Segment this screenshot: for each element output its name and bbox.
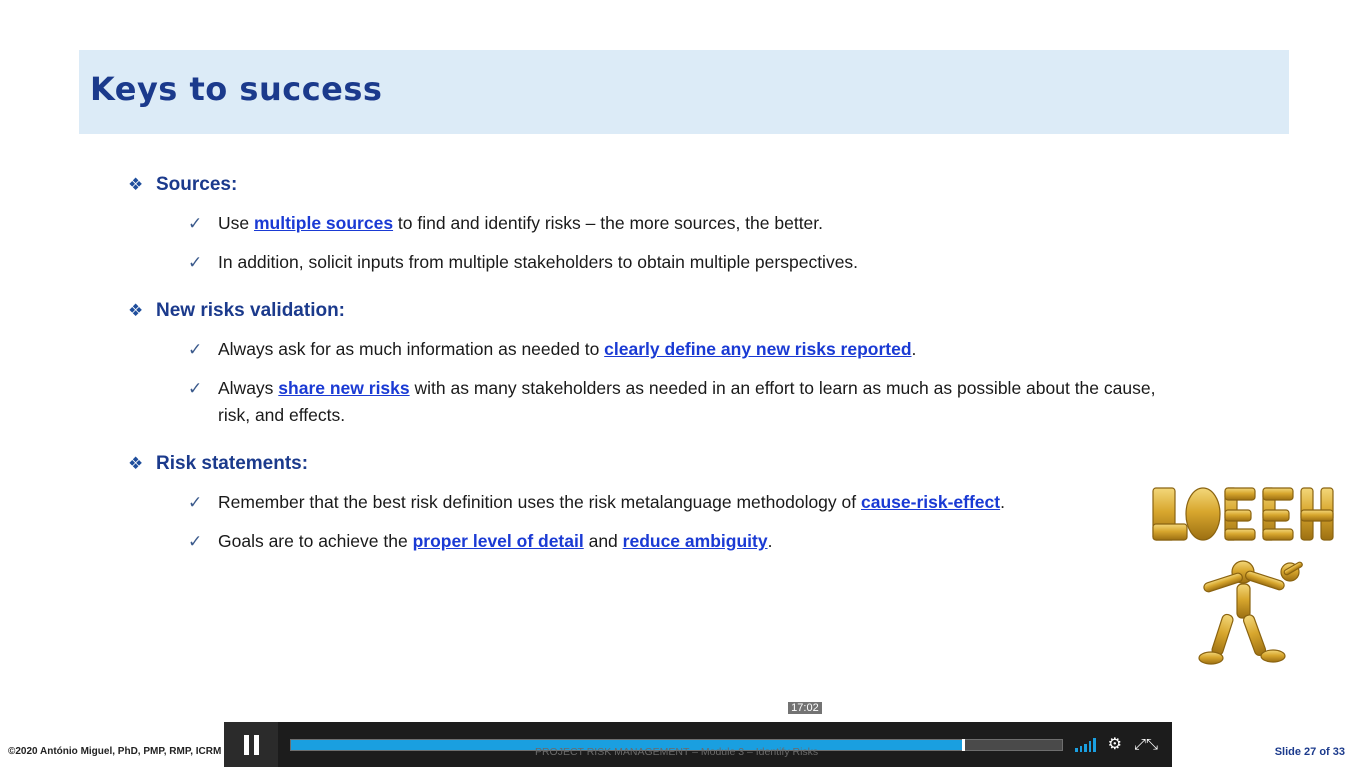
list-item-text [218,528,772,555]
pause-button[interactable] [224,722,278,767]
page-title: Keys to success [90,70,383,108]
section-heading-row [0,451,1365,477]
section-heading: New risks validation: [156,300,346,321]
inline-link[interactable]: share new risks [278,378,410,398]
text-run: and [583,531,623,551]
check-bullet-icon: ✓ [188,340,203,359]
section-heading: Sources: [156,174,238,195]
current-time-label: 17:02 [788,702,822,714]
success-illustration-icon [1145,480,1345,670]
text-run: . [767,531,773,551]
list-item [0,210,1365,237]
text-run: Goals are to achieve the [218,531,413,551]
text-run: In addition, solicit inputs from multiple stakeholders to obtain multiple perspectives. [218,252,859,272]
seek-handle[interactable] [962,739,965,751]
text-run: Use [218,213,254,233]
list-item [0,336,1365,363]
diamond-bullet-icon: ❖ [128,301,144,320]
inline-link[interactable]: reduce ambiguity [622,531,768,551]
list-item-text [218,336,916,363]
text-run: Always [218,378,279,398]
text-run: Always ask for as much information as needed to [218,339,605,359]
diamond-bullet-icon: ❖ [128,454,144,473]
volume-icon[interactable] [1075,735,1096,755]
list-item-text [218,375,1178,429]
text-run: Remember that the best risk definition uses the risk metalanguage methodology of [218,492,861,512]
list-item-text [218,210,823,237]
list-item-text [218,489,1005,516]
inline-link[interactable]: cause-risk-effect [861,492,1001,512]
content-section-new-risks-validation [0,298,1365,429]
diamond-bullet-icon: ❖ [128,175,144,194]
text-run: . [911,339,917,359]
list-item [0,375,1365,429]
list-item [0,249,1365,276]
pause-icon [244,735,259,755]
video-player-controls [224,702,1172,767]
text-run: . [1000,492,1005,512]
text-run: with as many stakeholders as needed in an effort to learn as much as possible about the cause, risk, and effects. [218,378,1156,425]
seek-bar-area[interactable] [278,702,1075,767]
section-heading: Risk statements: [156,453,309,474]
content-section-sources [0,172,1365,276]
inline-link[interactable]: clearly define any new risks reported [604,339,912,359]
text-run: to find and identify risks – the more sources, the better. [393,213,824,233]
fullscreen-icon[interactable]: ⤢⤡ [1133,736,1158,753]
inline-link[interactable]: multiple sources [253,213,394,233]
check-bullet-icon: ✓ [188,532,203,551]
section-heading-row [0,172,1365,198]
check-bullet-icon: ✓ [188,493,203,512]
section-heading-row [0,298,1365,324]
media-title: PROJECT RISK MANAGEMENT – Module 3 – Identify Risks [534,746,819,758]
check-bullet-icon: ✓ [188,214,203,233]
check-bullet-icon: ✓ [188,379,203,398]
check-bullet-icon: ✓ [188,253,203,272]
player-right-controls [1075,735,1172,755]
list-item-text [218,249,858,276]
gear-icon[interactable]: ⚙ [1107,735,1122,753]
inline-link[interactable]: proper level of detail [412,531,584,551]
slide-counter: Slide 27 of 33 [1274,746,1345,758]
copyright-text: ©2020 António Miguel, PhD, PMP, RMP, ICRM [8,746,222,757]
